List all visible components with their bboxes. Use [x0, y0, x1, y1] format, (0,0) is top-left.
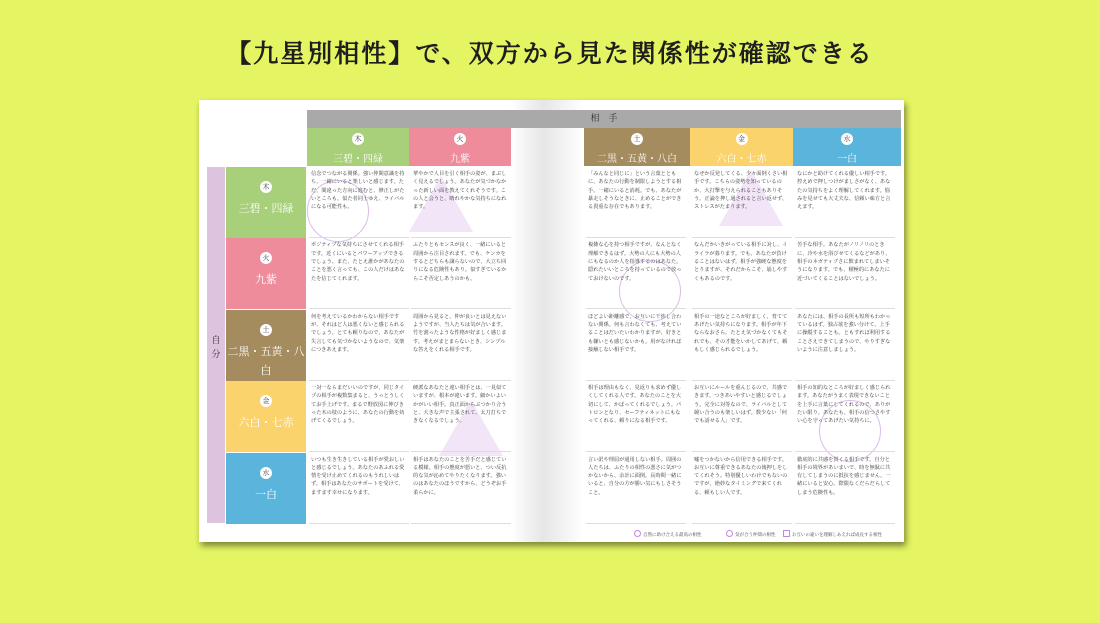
compatibility-cell: 相手は理由もなく、見返りも求めず優しくしてくれる人です。あなたのことを大切にして、かばってくれるでしょう。パトロンとなり、セーフティネットにもなってくれる、頼りになる相手です。 — [586, 381, 686, 452]
row-header — [226, 381, 306, 452]
row-star-name: 三碧・四緑 — [238, 202, 294, 215]
page-headline: 【九星別相性】で、双方から見た関係性が確認できる — [226, 39, 874, 68]
compatibility-cell: 相手の一途なところが好ましく、育ててあげたい気持ちになります。相手が年下ならなおさら。たとえ気づかなくてもそれでも、その才能をいかしてあげて、頼もしく感じられるでしょう。 — [692, 310, 792, 381]
column-star-name: 二黒・五黄・八白 — [597, 154, 677, 165]
row-star-name: 二黒・五黄・八白 — [227, 344, 305, 377]
self-label-char: 自 — [211, 336, 221, 346]
triangle-icon — [783, 530, 790, 537]
compatibility-cell: 言い訳や理屈が通用しない相手。周囲の人たちは、ふたりの相性の悪さに気がつかないから、余計に面倒。長時間一緒にいると、自分の方が勝い気にもしさそうこと。 — [586, 453, 686, 524]
column-element-badge: 木 — [352, 133, 364, 145]
compatibility-cell: なぜか反発してくる、少々面倒くさい相手です。こちらの姿勢を知っているのか、大打撃を与えられることもありそう。正論を押し通されると言い返せず、ストレスがたまります。 — [692, 167, 792, 238]
row-header — [226, 310, 306, 381]
row-element-badge: 火 — [260, 252, 272, 264]
opponent-header-bar: 相 手 — [307, 110, 901, 128]
legend-best — [634, 530, 702, 538]
column-star-name: 九紫 — [450, 154, 470, 165]
column-header-wood — [307, 128, 409, 166]
column-star-name: 三碧・四緑 — [333, 154, 383, 165]
legend-good — [726, 530, 776, 538]
compatibility-cell: 複雑な心を持つ相手ですが、なんとなく理解できるはず。大勢の人にも大勢の人にもなるのか人を指導するのはあなた。隠れたいいところを持っているので放っておけないのです。 — [586, 238, 686, 309]
row-element-badge: 木 — [260, 181, 272, 193]
column-element-badge: 土 — [631, 133, 643, 145]
compatibility-cell: 華やかで人目を引く相手の姿が、まぶしく見えるでしょう。あなたが気づかなかった新しい面を教えてくれそうです。この人と会うと、晴れやかな気持ちになれます。 — [411, 167, 511, 238]
compatibility-cell: 相手はあなたのことを苦手だと感じている模様。相手の態度が悪いと、つい反抗的な気が沁めてやりたくなります。強いのはあなたのほうですから、どうぞお手柔らかに。 — [411, 453, 511, 524]
legend-text: 自然に助け合える最高の相性 — [643, 533, 702, 538]
compatibility-cell: ふたりともセンスが良く、一緒にいると周囲から注目されます。でも、ケンカをするとどちらも譲らないので、大立ち回りになる危険性もあり。似すぎているからこそ否定しあうのかも。 — [411, 238, 511, 309]
row-element-badge: 水 — [260, 467, 272, 479]
compatibility-cell: なんだかいきがっている相手に対し、イライラが募ります。でも、あなたが負けることはないはず。相手が強硬な態度をとりますが、それだからこそ、崩しやすくもあるのです。 — [692, 238, 792, 309]
compatibility-cell: 「みんなと同じに」という言葉とともに、あなたの行動を制限しようとする相手。一緒にいると消耗。でも、あなたが暴走しそうなときに、止めることができる貴重な存在でもあります。 — [586, 167, 686, 238]
column-star-name: 一白 — [837, 154, 857, 165]
legend-text: お互いの違いを理解しあえれば成長する相性 — [792, 533, 882, 538]
row-header — [226, 453, 306, 524]
legend-growth — [783, 530, 882, 538]
circle-icon — [726, 530, 733, 537]
legend-text: 気が合う仲間の相性 — [735, 533, 776, 538]
column-star-name: 六白・七赤 — [716, 154, 767, 165]
row-star-name: 九紫 — [255, 273, 277, 287]
row-header — [226, 167, 306, 238]
compatibility-cell: 嘘をつかないから信用できる相手です。お互いに尊重できるあなたの後押しをしてくれそう。特別優しいわけでもないのですが、絶妙なタイミングで来てくれる、頼もしい人です。 — [692, 453, 792, 524]
column-element-badge: 金 — [736, 133, 748, 145]
double-circle-icon — [634, 530, 641, 537]
compatibility-cell: 相手の知的なところが好ましく感じられます。あなたがうまく表現できないことを上手に言葉にしてくれるので、ありがたい限り。あなたも、相手の信つさやすい心を守ってあげたい気持ちに。 — [795, 381, 895, 452]
row-element-badge: 土 — [260, 324, 272, 336]
compatibility-cell: 一対一ならまだいいのですが、同じタイプの相手が複数集まると、うっとうしくてお手上げです。まるで野放図に伸びきった木の枝のように、あなたの行動を妨げてくるでしょう。 — [309, 381, 409, 452]
compatibility-cell: いつも生き生きしている相手が愛おしいと感じるでしょう。あなたのあふれる愛情を受け止めてくれるのもうれしいはず。相手はあなたのサポートを受けて、ますます幸せになります。 — [309, 453, 409, 524]
compatibility-cell: 硬派なあなたと違い相手とは、一見似ていますが、根本が違います。細かいよいかがいい相手。真正面からぶつかり合うと、大きな声で主張されて、太刀打ちできなくなるでしょう。 — [411, 381, 511, 452]
compatibility-cell: ほどよい距離感で、お互いに干渉し合わない関係。何も言わなくても、考えていることはだいたいわかりますが、好きとも嫌いとも感じないかも。用がなければ接触しない相手です。 — [586, 310, 686, 381]
self-header-bar — [207, 167, 225, 523]
column-header-water — [793, 128, 901, 166]
column-element-badge: 水 — [841, 133, 853, 145]
compatibility-cell: お互いにルールを重んじるので、共感できます。つきあいやすいと感じるでしょう。完全に対等なので、ライバルとして競い合うのも楽しいはず。数少ない「何でも話せる人」です。 — [692, 381, 792, 452]
compatibility-cell: 信念でつながる関係。強い仲間意識を持ち、一緒にいると楽しいと感じます。ただ、間違った方向に進むと、修正しがたいところも。似た者同士ゆえ、ライバルになる可能性も。 — [309, 167, 409, 238]
compatibility-cell: なにかと助けてくれる優しい相手です。控えめで押しつけがましさがなく、あなたの気持ちをよく理解してくれます。悩みを見せても大丈夫な、信頼い味方と言えます。 — [795, 167, 895, 238]
row-element-badge: 金 — [260, 395, 272, 407]
compatibility-cell: 徹底的に共感を貫くる相手です。自分と相手の境界があいまいで、時を無駄に共有してしまうのに抵抗を感じません。一緒にいると安心。際限なくだらだらしてしまう危険性も。 — [795, 453, 895, 524]
compatibility-cell: あなたには、相手の長所も短所もわかっているはず。独占欲を強い分けて、上手に操縦することも。ともすれば利用することさえできてしまうので、やりすぎないように注意しましょう。 — [795, 310, 895, 381]
self-label-char: 分 — [211, 350, 221, 360]
compatibility-cell: ポジティブな気持ちにさせてくれる相手です。近くにいるとパワーアップできるでしょう。また、たとえ誰かがあなたのことを悪く言っても、この人だけはあなたを信じてくれます。 — [309, 238, 409, 309]
compatibility-cell: 周囲から見ると、仲が良いとは見えないようですが、当人たちは気が合います。竹を割ったような性格が好ましく感じます。考えがまとまらないとき、シンプルな答えをくれる相手です。 — [411, 310, 511, 381]
row-star-name: 六白・七赤 — [238, 416, 294, 430]
book-gutter — [511, 100, 583, 542]
column-element-badge: 火 — [454, 133, 466, 145]
row-star-name: 一白 — [255, 487, 277, 501]
column-header-metal — [690, 128, 793, 166]
column-header-earth — [584, 128, 690, 166]
compatibility-cell: 何を考えているかわからない相手ですが、それはど人は悪くないと感じられるでしょう。とても頼りなので、あなたが失言しても気づかないようなので、気楽につきあえます。 — [309, 310, 409, 381]
column-header-fire — [409, 128, 511, 166]
compatibility-cell: 苦手な相手。あなたがノリノリのときに、冷や水を浴びせてくるなどがあり、相手のネガティブさに飲まれてしまいそうになります。でも、積極的にあなたに近づいてくることはないでしょう。 — [795, 238, 895, 309]
row-header — [226, 238, 306, 309]
compatibility-chart-book — [199, 100, 904, 542]
